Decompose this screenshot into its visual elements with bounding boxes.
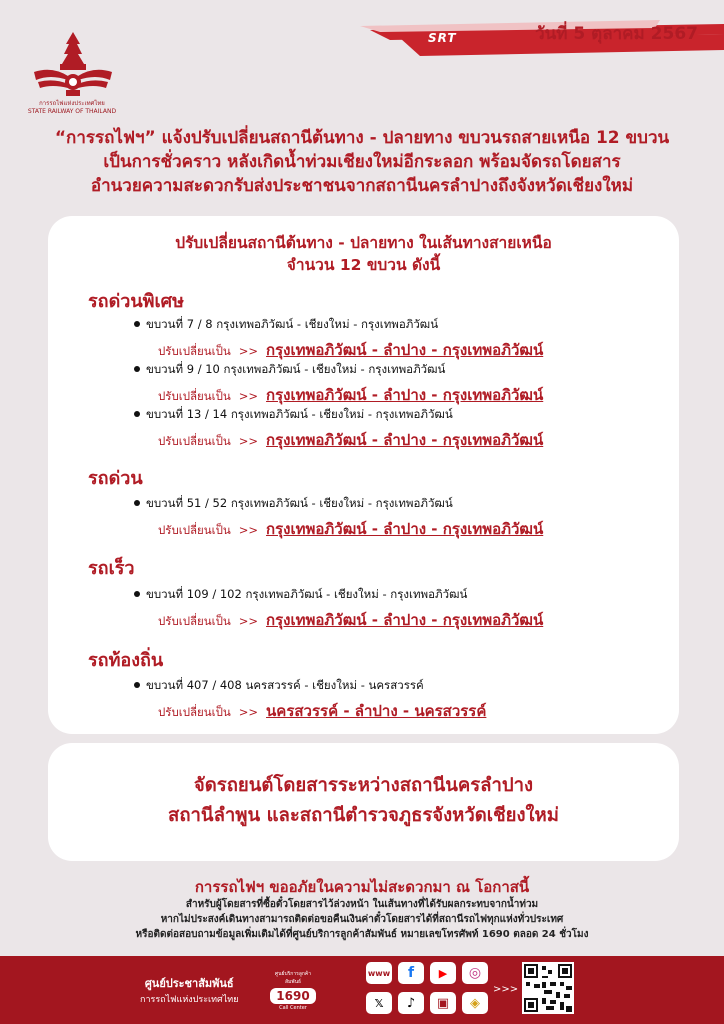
logo-caption-th: การรถไฟแห่งประเทศไทย [39, 100, 105, 107]
qr-code-icon[interactable] [522, 962, 574, 1014]
footer-arrows: >>> [493, 984, 519, 995]
call-center-badge[interactable] [270, 970, 316, 1011]
arrows: >> [238, 523, 259, 537]
announcement-date: วันที่ 5 ตุลาคม 2567 [535, 24, 698, 44]
logo-caption-en: STATE RAILWAY OF THAILAND [27, 108, 117, 115]
facebook-icon[interactable]: f [398, 962, 424, 984]
call-center-top: ศูนย์บริการลูกค้าสัมพันธ์ [274, 971, 312, 985]
section-express: รถด่วน [88, 468, 143, 489]
call-center-number: 1690 [270, 988, 316, 1004]
headline [20, 126, 704, 198]
x-icon[interactable]: 𝕏 [366, 992, 392, 1014]
bus-line-1: จัดรถยนต์โดยสารระหว่างสถานีนครลำปาง [193, 775, 534, 796]
headline-line-2: เป็นการชั่วคราว หลังเกิดน้ำท่วมเชียงใหม่อีกระลอก พร้อมจัดรถโดยสาร [103, 152, 621, 172]
card-title-line-2: จำนวน 12 ขบวน ดังนี้ [286, 256, 441, 274]
route-change [158, 608, 543, 632]
arrows: >> [238, 705, 259, 719]
bus-line-2: สถานีลำพูน และสถานีตำรวจภูธรจังหวัดเชียงใหม่ [168, 805, 559, 826]
instagram-icon[interactable]: ◎ [462, 962, 488, 984]
footer-org-line-1: ศูนย์ประชาสัมพันธ์ [144, 977, 234, 990]
news-icon[interactable]: ◈ [462, 992, 488, 1014]
footer-bar [0, 956, 724, 1024]
note-line-1: สำหรับผู้โดยสารที่ซื้อตั๋วโดยสารไว้ล่วงหน้า ในเส้นทางที่ได้รับผลกระทบจากน้ำท่วม [185, 899, 539, 910]
new-route-link[interactable]: กรุงเทพอภิวัฒน์ - ลำปาง - กรุงเทพอภิวัฒน์ [266, 611, 544, 629]
train-app-icon[interactable]: ▣ [430, 992, 456, 1014]
train-item: ขบวนที่ 407 / 408 นครสวรรค์ - เชียงใหม่ - นครสวรรค์ [146, 677, 424, 695]
change-label: ปรับเปลี่ยนเป็น [158, 705, 231, 719]
new-route-link[interactable]: กรุงเทพอภิวัฒน์ - ลำปาง - กรุงเทพอภิวัฒน์ [266, 341, 544, 359]
new-route-link[interactable]: กรุงเทพอภิวัฒน์ - ลำปาง - กรุงเทพอภิวัฒน์ [266, 520, 544, 538]
arrows: >> [238, 434, 259, 448]
new-route-link[interactable]: นครสวรรค์ - ลำปาง - นครสวรรค์ [266, 702, 487, 720]
train-item: ขบวนที่ 13 / 14 กรุงเทพอภิวัฒน์ - เชียงใหม่ - กรุงเทพอภิวัฒน์ [146, 406, 453, 424]
logo-caption [22, 100, 122, 116]
arrows: >> [238, 344, 259, 358]
arrows: >> [238, 614, 259, 628]
headline-line-3: อำนวยความสะดวกรับส่งประชาชนจากสถานีนครลำปางถึงจังหวัดเชียงใหม่ [90, 176, 634, 196]
change-label: ปรับเปลี่ยนเป็น [158, 434, 231, 448]
tiktok-icon[interactable]: ♪ [398, 992, 424, 1014]
refund-notes [0, 897, 724, 942]
new-route-link[interactable]: กรุงเทพอภิวัฒน์ - ลำปาง - กรุงเทพอภิวัฒน์ [266, 386, 544, 404]
train-item: ขบวนที่ 109 / 102 กรุงเทพอภิวัฒน์ - เชียงใหม่ - กรุงเทพอภิวัฒน์ [146, 586, 467, 604]
route-change [158, 338, 543, 362]
bus-service-card [48, 743, 679, 861]
route-change [158, 383, 543, 407]
apology-text: การรถไฟฯ ขออภัยในความไม่สะดวกมา ณ โอกาสนี้ [194, 878, 530, 896]
change-label: ปรับเปลี่ยนเป็น [158, 523, 231, 537]
note-line-3: หรือติดต่อสอบถามข้อมูลเพิ่มเติมได้ที่ศูนย์บริการลูกค้าสัมพันธ์ หมายเลขโทรศัพท์ 1690 ตลอด 24 ชั่วโมง [135, 929, 589, 940]
train-item: ขบวนที่ 7 / 8 กรุงเทพอภิวัฒน์ - เชียงใหม่ - กรุงเทพอภิวัฒน์ [146, 316, 438, 334]
train-item: ขบวนที่ 51 / 52 กรุงเทพอภิวัฒน์ - เชียงใหม่ - กรุงเทพอภิวัฒน์ [146, 495, 453, 513]
change-label: ปรับเปลี่ยนเป็น [158, 344, 231, 358]
route-change [158, 428, 543, 452]
srt-label: SRT [428, 31, 457, 45]
section-special-express: รถด่วนพิเศษ [88, 291, 184, 312]
note-line-2: หากไม่ประสงค์เดินทางสามารถติดต่อขอคืนเงินค่าตั๋วโดยสารได้ที่สถานีรถไฟทุกแห่งทั่วประเทศ [160, 914, 564, 925]
change-label: ปรับเปลี่ยนเป็น [158, 389, 231, 403]
youtube-icon[interactable]: ▶ [430, 962, 456, 984]
website-icon[interactable]: www [366, 962, 392, 984]
footer-org-line-2: การรถไฟแห่งประเทศไทย [140, 995, 239, 1005]
arrows: >> [238, 389, 259, 403]
section-local: รถท้องถิ่น [88, 650, 164, 671]
change-label: ปรับเปลี่ยนเป็น [158, 614, 231, 628]
call-center-bottom: Call Center [279, 1005, 307, 1011]
card-title [48, 232, 679, 276]
footer-org [140, 974, 238, 1006]
headline-line-1: “การรถไฟฯ” แจ้งปรับเปลี่ยนสถานีต้นทาง - ปลายทาง ขบวนรถสายเหนือ 12 ขบวน [54, 128, 670, 148]
route-change [158, 517, 543, 541]
card-title-line-1: ปรับเปลี่ยนสถานีต้นทาง - ปลายทาง ในเส้นทางสายเหนือ [175, 234, 552, 252]
route-change [158, 699, 486, 723]
train-item: ขบวนที่ 9 / 10 กรุงเทพอภิวัฒน์ - เชียงใหม่ - กรุงเทพอภิวัฒน์ [146, 361, 445, 379]
section-rapid: รถเร็ว [88, 558, 135, 579]
new-route-link[interactable]: กรุงเทพอภิวัฒน์ - ลำปาง - กรุงเทพอภิวัฒน์ [266, 431, 544, 449]
